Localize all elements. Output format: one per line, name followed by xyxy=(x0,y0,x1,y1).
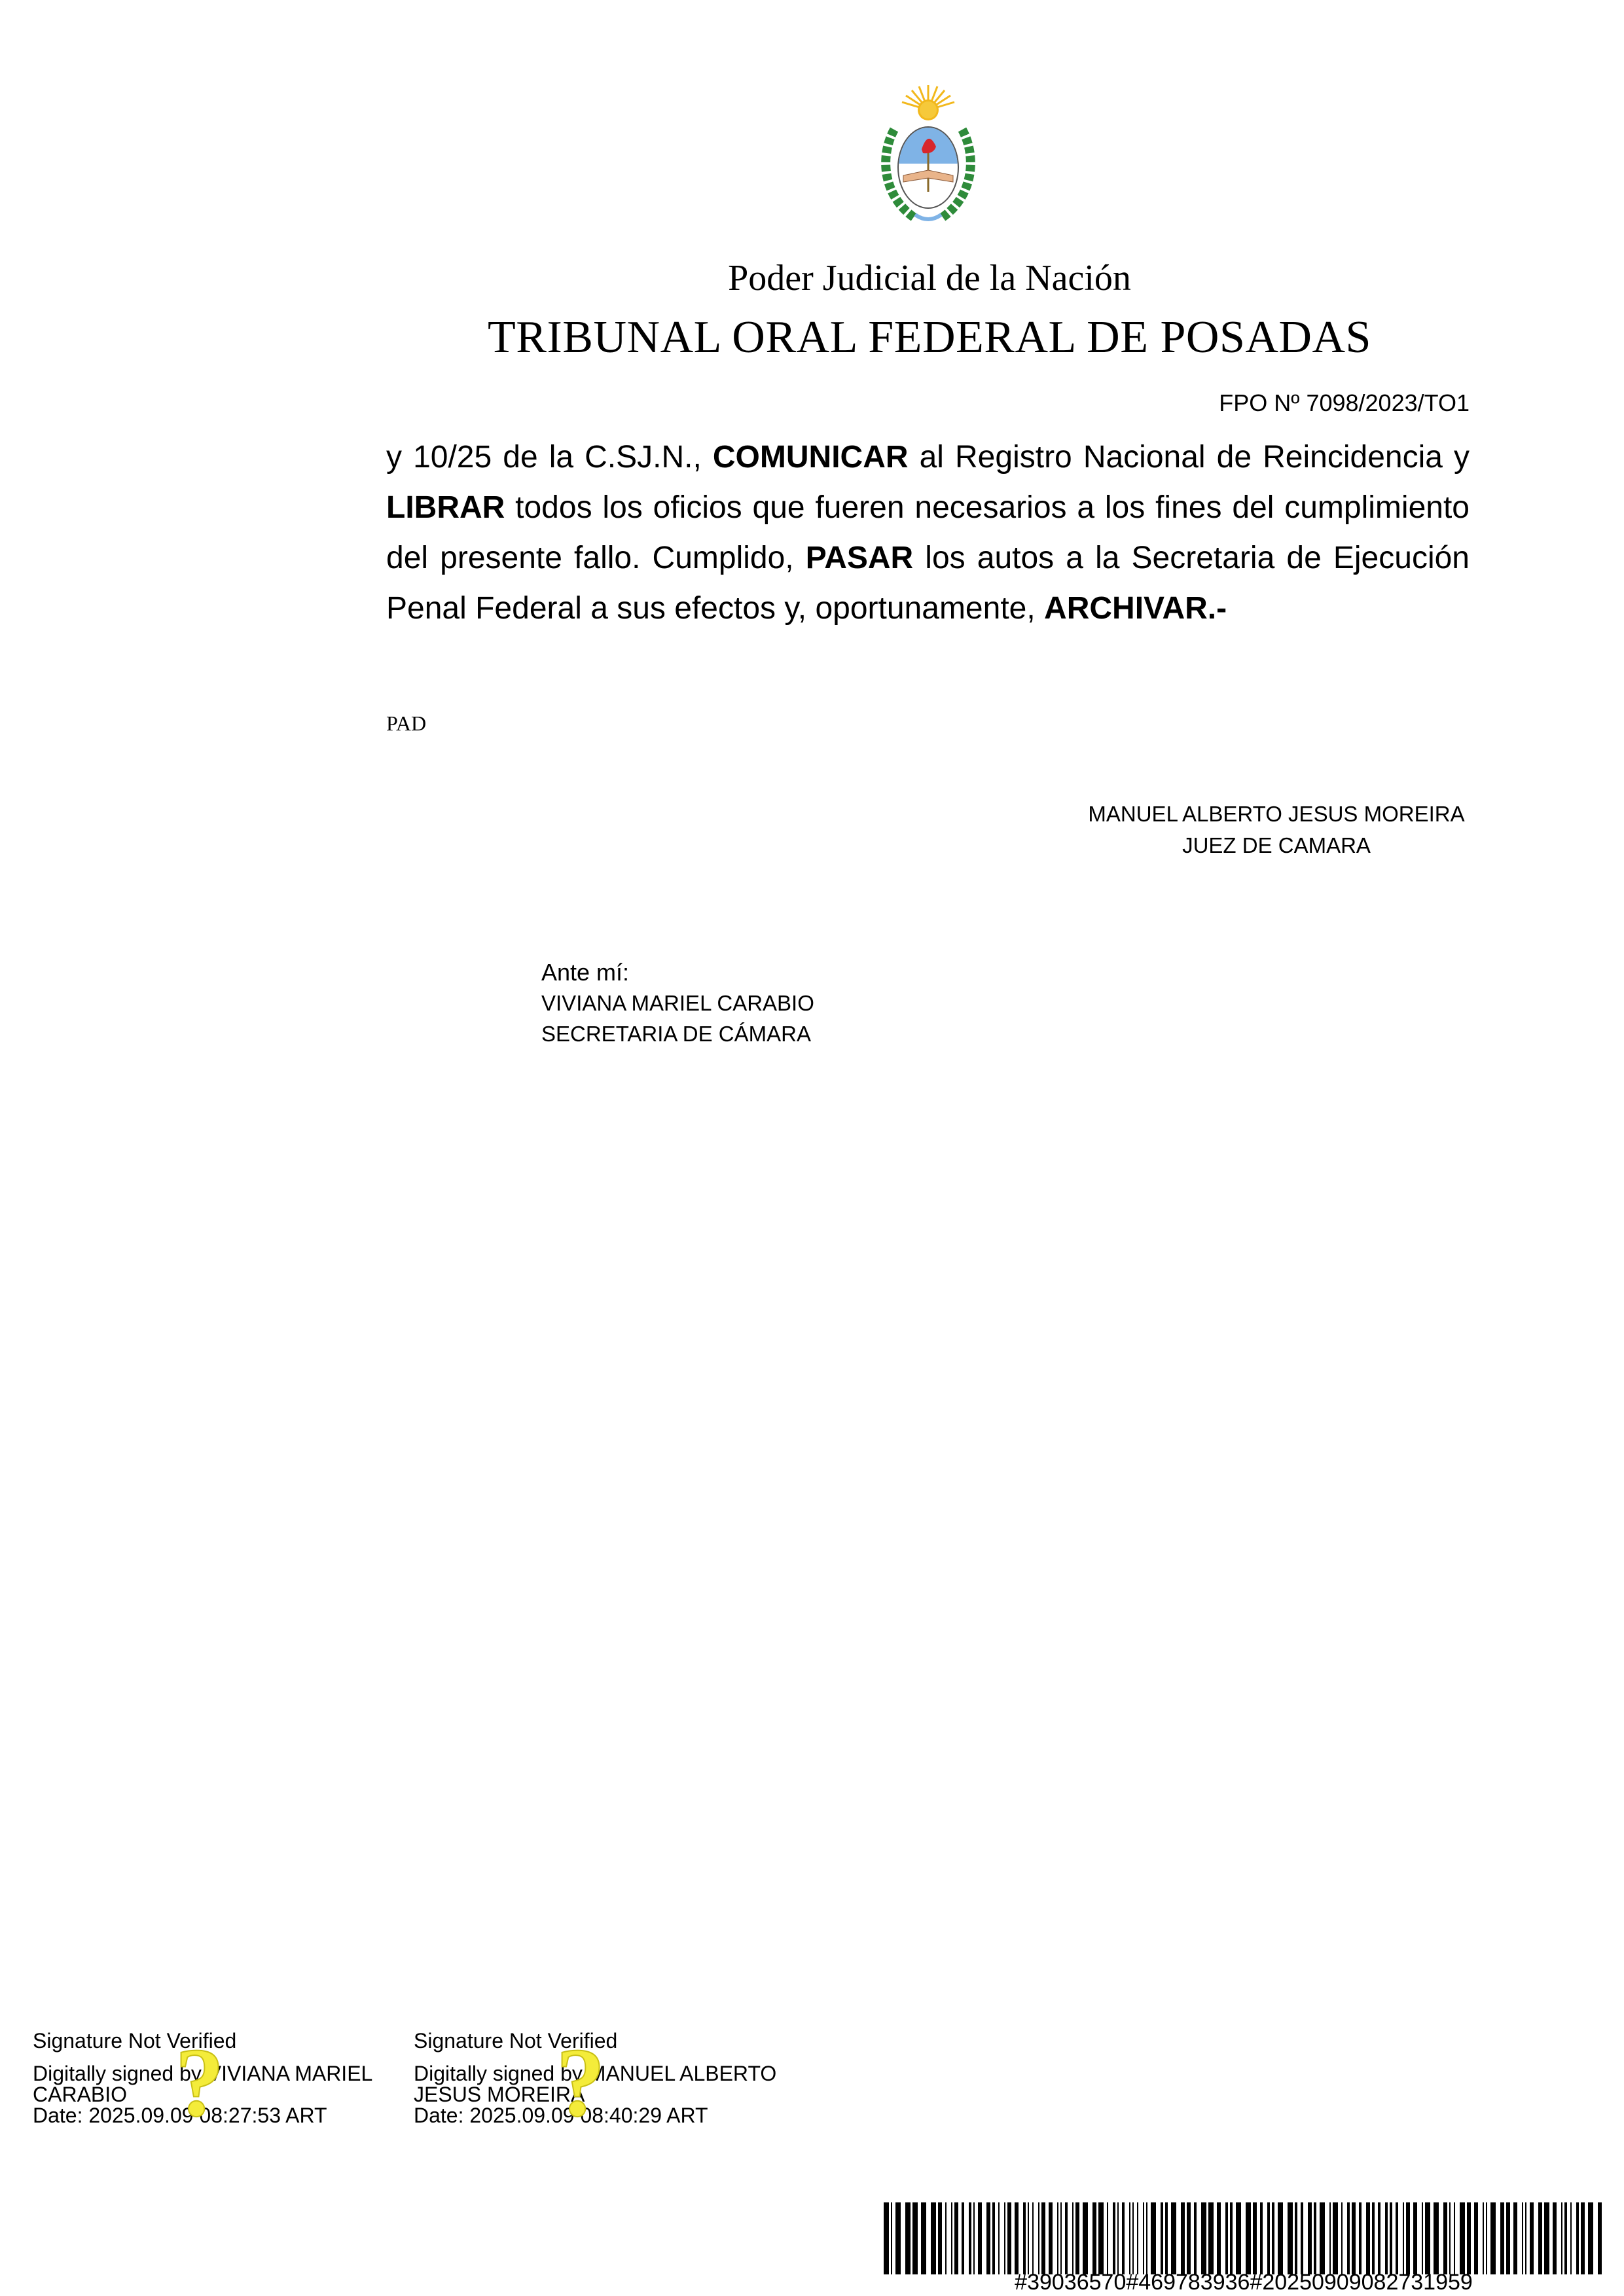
signature-signer: Digitally signed by MANUEL ALBERTO JESUS MOREIRA xyxy=(414,2062,777,2106)
signature-date: Date: 2025.09.09 08:27:53 ART xyxy=(33,2104,327,2127)
paragraph-text: y 10/25 de la C.SJ.N., xyxy=(386,440,713,475)
svg-text:?: ? xyxy=(556,2030,605,2128)
paragraph-keyword: ARCHIVAR.- xyxy=(1044,591,1227,626)
sun-icon xyxy=(902,85,954,120)
paragraph-text: todos los oficios que fueren necesarios a los fines del cumplimiento del presente fallo. Cumplido, xyxy=(386,490,1470,575)
paragraph-text: al Registro Nacional de Reincidencia y xyxy=(908,440,1470,475)
signature-signer: Digitally signed by VIVIANA MARIEL CARABIO xyxy=(33,2062,372,2106)
signature-date: Date: 2025.09.09 08:40:29 ART xyxy=(414,2104,708,2127)
paragraph-text: los autos a la Secretaria de Ejecución Penal Federal a sus efectos y, oportunamente, xyxy=(386,541,1470,626)
barcode-icon xyxy=(884,2202,1604,2274)
question-mark-icon xyxy=(164,2030,236,2128)
barcode-number: #39036570#469783936#20250909082731959 xyxy=(1015,2270,1473,2295)
judge-signature-block xyxy=(1047,798,1506,861)
secretary-signature-block xyxy=(541,957,814,1049)
court-name: Poder Judicial de la Nación xyxy=(728,258,1131,298)
drafter-initials: PAD xyxy=(386,711,427,735)
tribunal-title: TRIBUNAL ORAL FEDERAL DE POSADAS xyxy=(488,312,1371,363)
paragraph-keyword: PASAR xyxy=(805,541,914,575)
secretary-title: SECRETARIA DE CÁMARA xyxy=(541,1022,811,1046)
digital-signature-stamp[interactable] xyxy=(414,2030,780,2126)
paragraph-keyword: LIBRAR xyxy=(386,490,505,525)
question-mark-icon xyxy=(545,2030,617,2128)
paragraph-keyword: COMUNICAR xyxy=(712,440,909,475)
svg-text:?: ? xyxy=(175,2030,225,2128)
signature-status: Signature Not Verified xyxy=(414,2029,618,2053)
resolution-paragraph xyxy=(386,432,1470,634)
digital-signature-stamp[interactable] xyxy=(33,2030,399,2126)
judge-title: JUEZ DE CAMARA xyxy=(1182,833,1371,857)
coat-of-arms-icon xyxy=(876,84,981,229)
signature-status: Signature Not Verified xyxy=(33,2029,237,2053)
secretary-intro: Ante mí: xyxy=(541,959,630,986)
secretary-name: VIVIANA MARIEL CARABIO xyxy=(541,991,814,1015)
case-number: FPO Nº 7098/2023/TO1 xyxy=(1219,389,1470,416)
judge-name: MANUEL ALBERTO JESUS MOREIRA xyxy=(1088,802,1465,826)
